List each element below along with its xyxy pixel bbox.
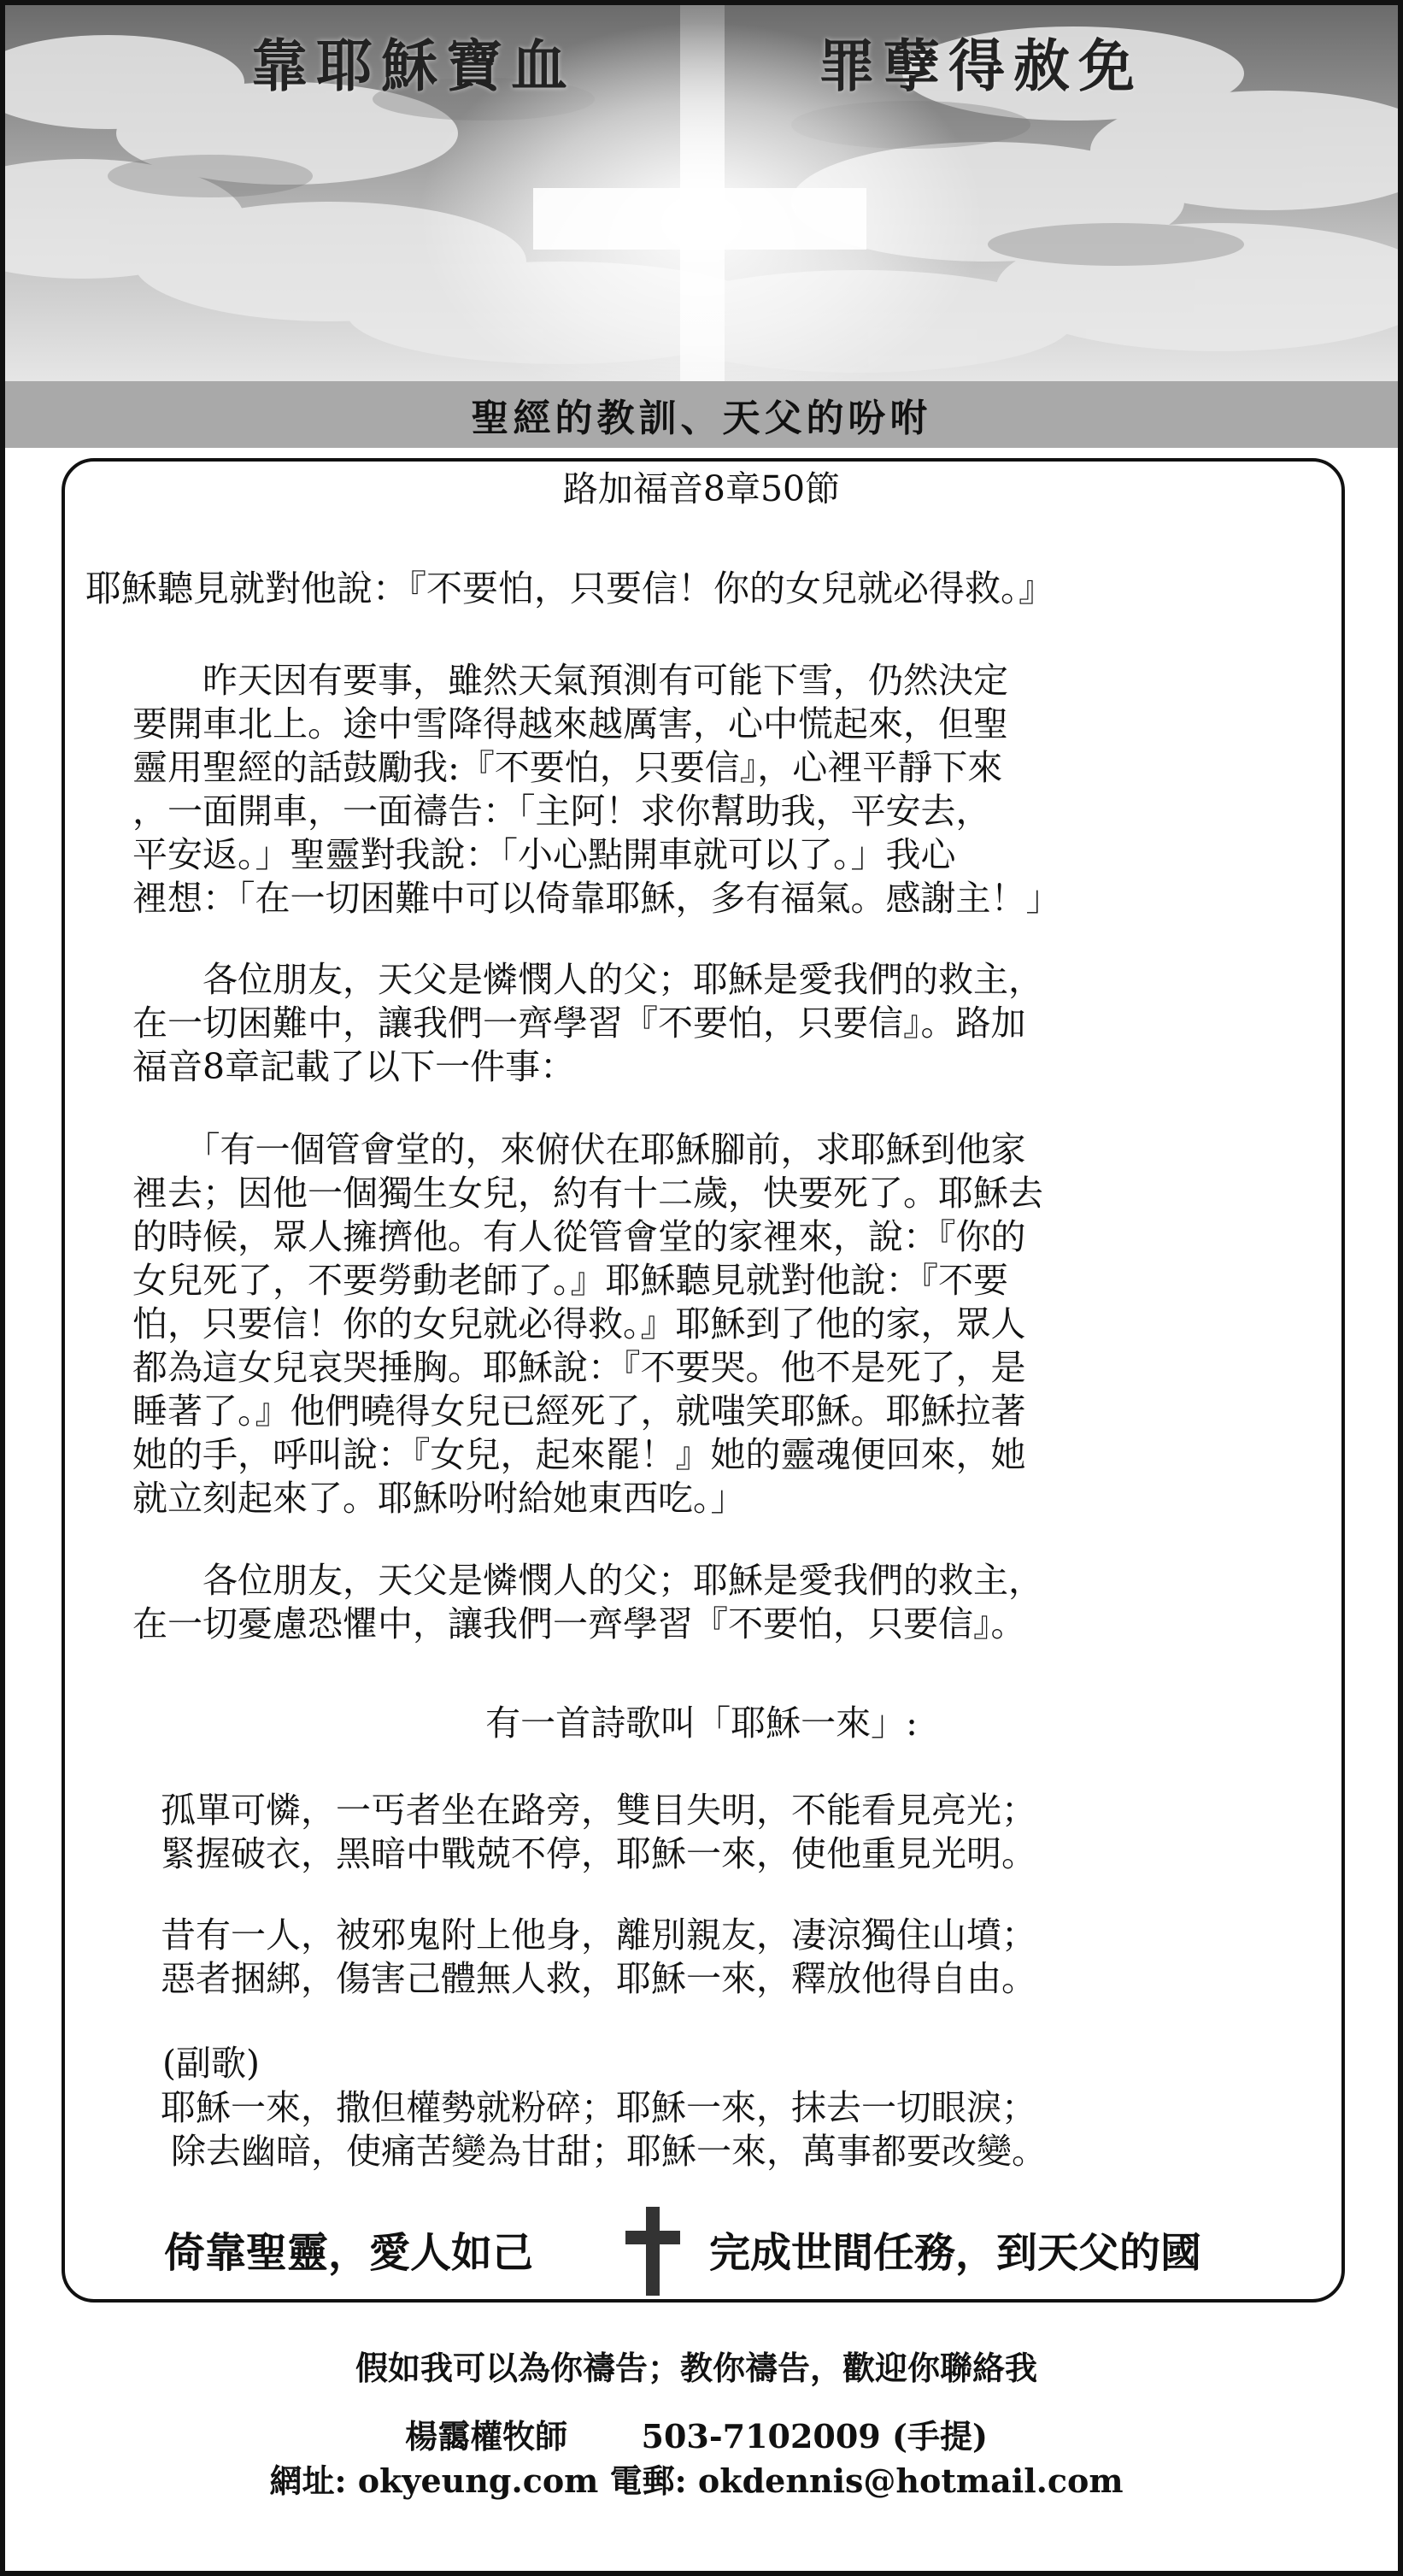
hymn-line: 孤單可憐，一丐者坐在路旁，雙目失明，不能看見亮光；: [161, 1790, 1036, 1831]
hymn-line: 除去幽暗，使痛苦變為甘甜；耶穌一來，萬事都要改變。: [171, 2131, 1047, 2172]
paragraph-line: 睡著了。』他們曉得女兒已經死了，就嗤笑耶穌。耶穌拉著: [132, 1391, 1026, 1432]
scripture-reference: 路加福音8章50節: [562, 468, 841, 509]
website-link[interactable]: okyeung.com: [357, 2461, 599, 2500]
pastor-name: 楊靄權牧師: [405, 2417, 568, 2455]
paragraph-line: 在一切憂慮恐懼中，讓我們一齊學習『不要怕，只要信』。: [132, 1603, 1026, 1644]
paragraph-line: 就立刻起來了。耶穌吩咐給她東西吃。」: [132, 1478, 746, 1519]
email-label: 電郵:: [609, 2461, 687, 2500]
paragraph-line: 她的手，呼叫說：『女兒，起來罷！』她的靈魂便回來，她: [132, 1434, 1026, 1475]
paragraph-line: 都為這女兒哀哭捶胸。耶穌說：『不要哭。他不是死了，是: [132, 1347, 1026, 1388]
clouds-cross-image: [5, 5, 1398, 381]
paragraph-line: 在一切困難中，讓我們一齊學習『不要怕，只要信』。路加: [132, 1003, 1026, 1044]
motto-right: 完成世間任務，到天父的國: [709, 2229, 1202, 2277]
hymn-line: 惡者捆綁，傷害己體無人救，耶穌一來，釋放他得自由。: [161, 1958, 1036, 1999]
hymn-intro: 有一首詩歌叫「耶穌一來」:: [485, 1703, 918, 1744]
phone-number[interactable]: 503-7102009: [641, 2417, 881, 2455]
paragraph-line: 各位朋友，天父是憐憫人的父；耶穌是愛我們的救主，: [132, 1560, 1043, 1601]
paragraph-line: 女兒死了，不要勞動老師了。』耶穌聽見就對他說：『不要: [132, 1260, 1008, 1301]
paragraph-line: 各位朋友，天父是憐憫人的父；耶穌是愛我們的救主，: [132, 959, 1043, 1000]
hymn-line: 耶穌一來，撒但權勢就粉碎；耶穌一來，抹去一切眼淚；: [161, 2087, 1036, 2128]
paragraph-line: 要開車北上。途中雪降得越來越厲害，心中慌起來，但聖: [132, 703, 1008, 744]
sky-header: [5, 5, 1398, 381]
contact-line: [0, 2410, 1393, 2457]
paragraph-line: 昨天因有要事，雖然天氣預測有可能下雪，仍然決定: [132, 660, 1008, 701]
title-right: 罪孽得赦免: [819, 32, 1143, 99]
paragraph-line: 的時候，眾人擁擠他。有人從管會堂的家裡來，說：『你的: [132, 1216, 1026, 1257]
prayer-invitation: 假如我可以為你禱告；教你禱告，歡迎你聯絡我: [355, 2349, 1037, 2387]
title-left: 靠耶穌寶血: [251, 32, 576, 99]
motto-left: 倚靠聖靈，愛人如己: [164, 2229, 534, 2277]
paragraph-line: 裡想：「在一切困難中可以倚靠耶穌，多有福氣。感謝主！」: [132, 878, 1061, 919]
paragraph-line: ，一面開車，一面禱告：「主阿！求你幫助我，平安去，: [132, 791, 991, 832]
hymn-line: 昔有一人，被邪鬼附上他身，離別親友，凄涼獨住山墳；: [161, 1914, 1036, 1956]
web-email-line: [0, 2455, 1393, 2502]
subtitle-text: 聖經的教訓、天父的吩咐: [471, 397, 932, 440]
paragraph-line: 福音8章記載了以下一件事：: [132, 1046, 576, 1087]
paragraph-line: 靈用聖經的話鼓勵我:『不要怕，只要信』，心裡平靜下來: [132, 747, 1003, 788]
scripture-verse: 耶穌聽見就對他說：『不要怕，只要信！你的女兒就必得救。』: [85, 568, 1055, 609]
website-label: 網址:: [269, 2461, 347, 2500]
hymn-line: 緊握破衣，黑暗中戰兢不停，耶穌一來，使他重見光明。: [161, 1833, 1036, 1874]
cross-icon: [622, 2205, 684, 2299]
subtitle-band: [5, 381, 1398, 448]
paragraph-line: 怕，只要信！你的女兒就必得救。』耶穌到了他的家，眾人: [132, 1303, 1026, 1344]
paragraph-line: 「有一個管會堂的，來俯伏在耶穌腳前，求耶穌到他家: [132, 1129, 1026, 1170]
chorus-label: (副歌): [162, 2043, 260, 2084]
phone-note: (手提): [891, 2417, 988, 2455]
paragraph-line: 平安返。」聖靈對我說：「小心點開車就可以了。」我心: [132, 834, 956, 875]
email-link[interactable]: okdennis@hotmail.com: [697, 2461, 1124, 2500]
paragraph-line: 裡去；因他一個獨生女兒，約有十二歲，快要死了。耶穌去: [132, 1173, 1043, 1214]
